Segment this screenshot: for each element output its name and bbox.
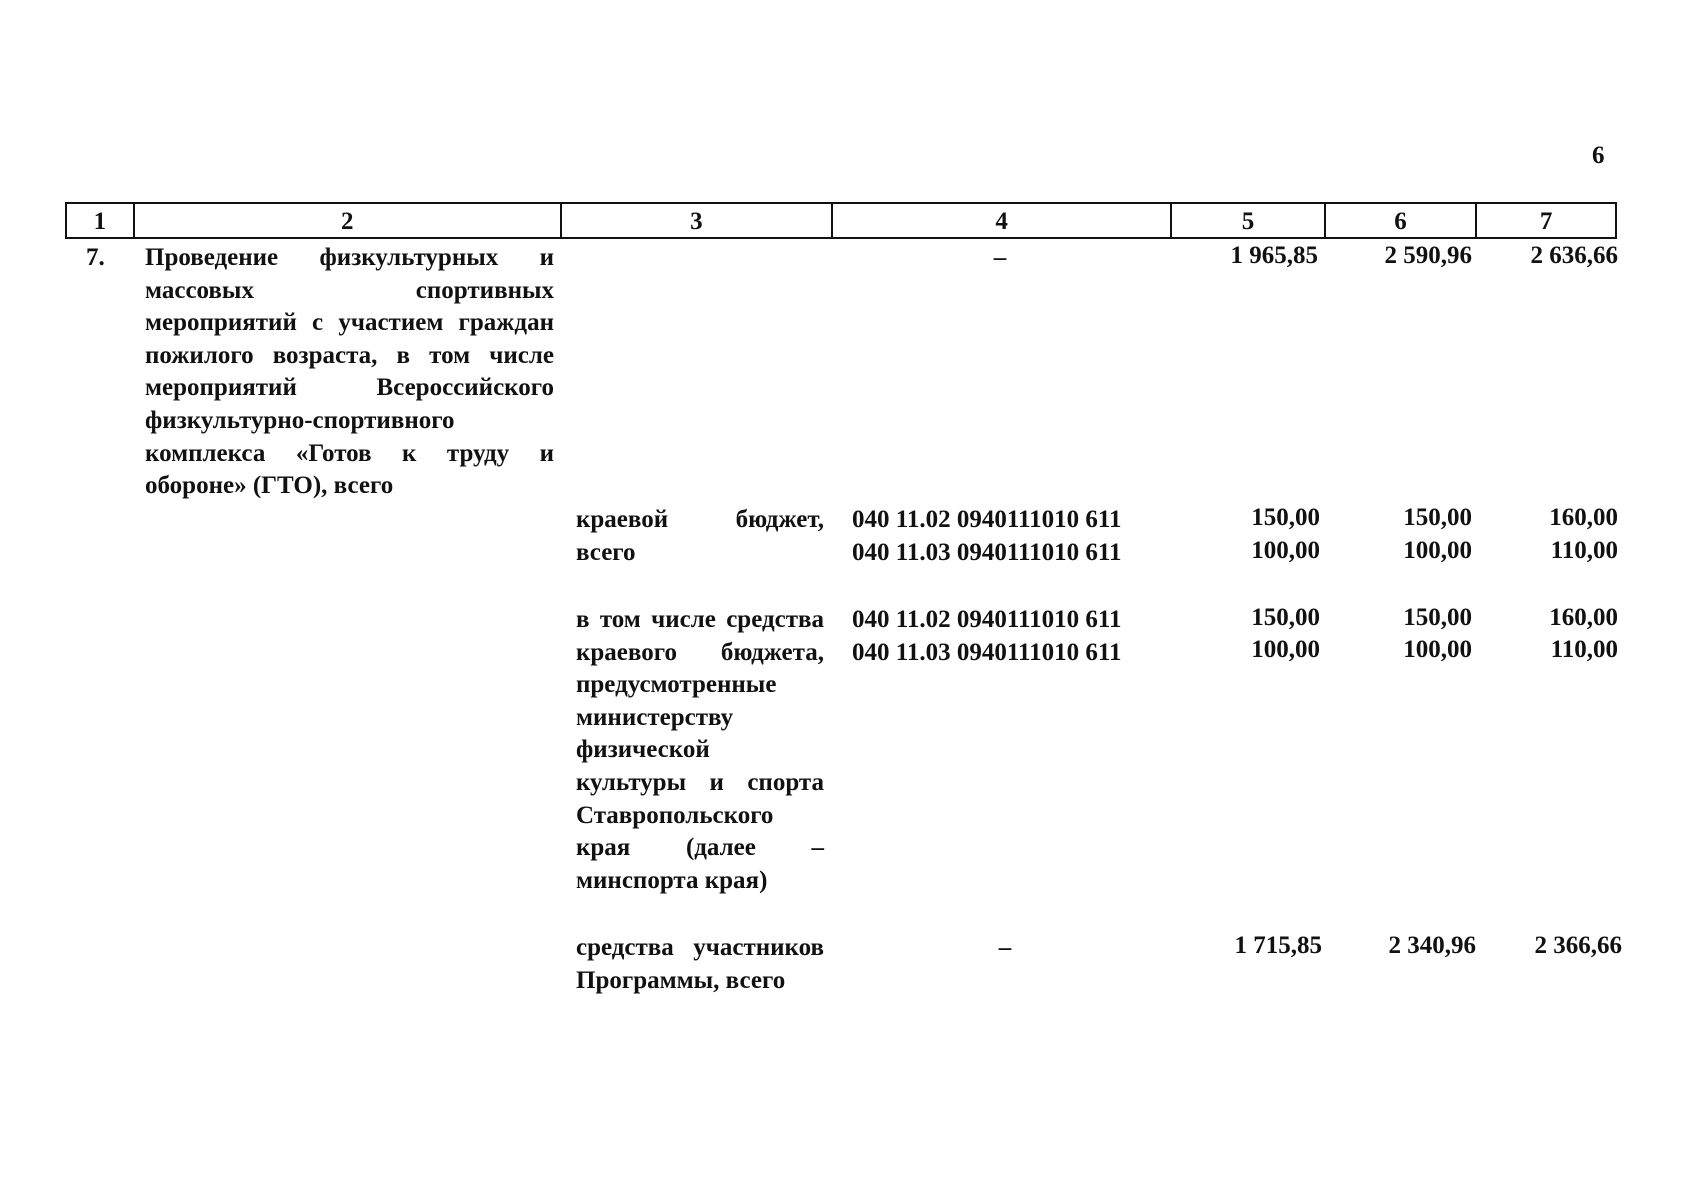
subrow-value-col5: 150,00 [1251, 504, 1320, 531]
subrow-code: 040 11.03 0940111010 611 [852, 539, 1122, 566]
subrow-value-col7: 160,00 [1549, 604, 1618, 631]
subrow-value-col6: 100,00 [1403, 537, 1472, 564]
subrow-label: в том числе средства краевого бюджета, предусмотренные министерству физической культуры и спорта Ставропольского края (далее – минспорта края) [576, 606, 824, 894]
row-title: Проведение физкультурных и массовых спортивных мероприятий с участием граждан пожилого возраста, в том числе мероприятий Всероссийского физкультурно-спортивного комплекса «Готов к труду и обороне» (ГТО), всего [145, 244, 554, 500]
table-header-row [65, 202, 1617, 239]
header-col-5: 5 [1172, 204, 1326, 237]
row-number: 7. [86, 244, 105, 271]
subrow-value-col5: 1 715,85 [1234, 932, 1322, 959]
subrow-code: 040 11.03 0940111010 611 [852, 639, 1122, 666]
subrow-label: средства участников Программы, всего [576, 934, 824, 994]
subrow-value-col6: 100,00 [1403, 636, 1472, 663]
subrow-label: краевой бюджет, всего [576, 506, 824, 566]
header-col-6: 6 [1326, 204, 1478, 237]
row-value-col5: 1 965,85 [1230, 242, 1318, 269]
subrow-value-col6: 150,00 [1403, 504, 1472, 531]
subrow-value-col6: 150,00 [1403, 604, 1472, 631]
subrow-value-col7: 160,00 [1549, 504, 1618, 531]
page-number: 6 [1592, 142, 1605, 169]
header-col-7: 7 [1539, 208, 1553, 235]
subrow-value-col7: 2 366,66 [1534, 932, 1622, 959]
subrow-code: 040 11.02 0940111010 611 [852, 506, 1122, 533]
header-col-3: 3 [562, 204, 833, 237]
row-value-col7: 2 636,66 [1530, 242, 1618, 269]
subrow-value-col5: 100,00 [1251, 537, 1320, 564]
header-col-4: 4 [833, 204, 1172, 237]
row-value-col6: 2 590,96 [1384, 242, 1472, 269]
header-col-1: 1 [67, 204, 135, 237]
header-col-2: 2 [135, 204, 562, 237]
subrow-value-col7: 110,00 [1550, 537, 1618, 564]
subrow-code: 040 11.02 0940111010 611 [852, 606, 1122, 633]
subrow-value-col5: 150,00 [1251, 604, 1320, 631]
subrow-code: – [998, 934, 1012, 961]
subrow-value-col5: 100,00 [1251, 636, 1320, 663]
row-code: – [993, 244, 1007, 271]
subrow-value-col7: 110,00 [1550, 636, 1618, 663]
subrow-value-col6: 2 340,96 [1388, 932, 1476, 959]
